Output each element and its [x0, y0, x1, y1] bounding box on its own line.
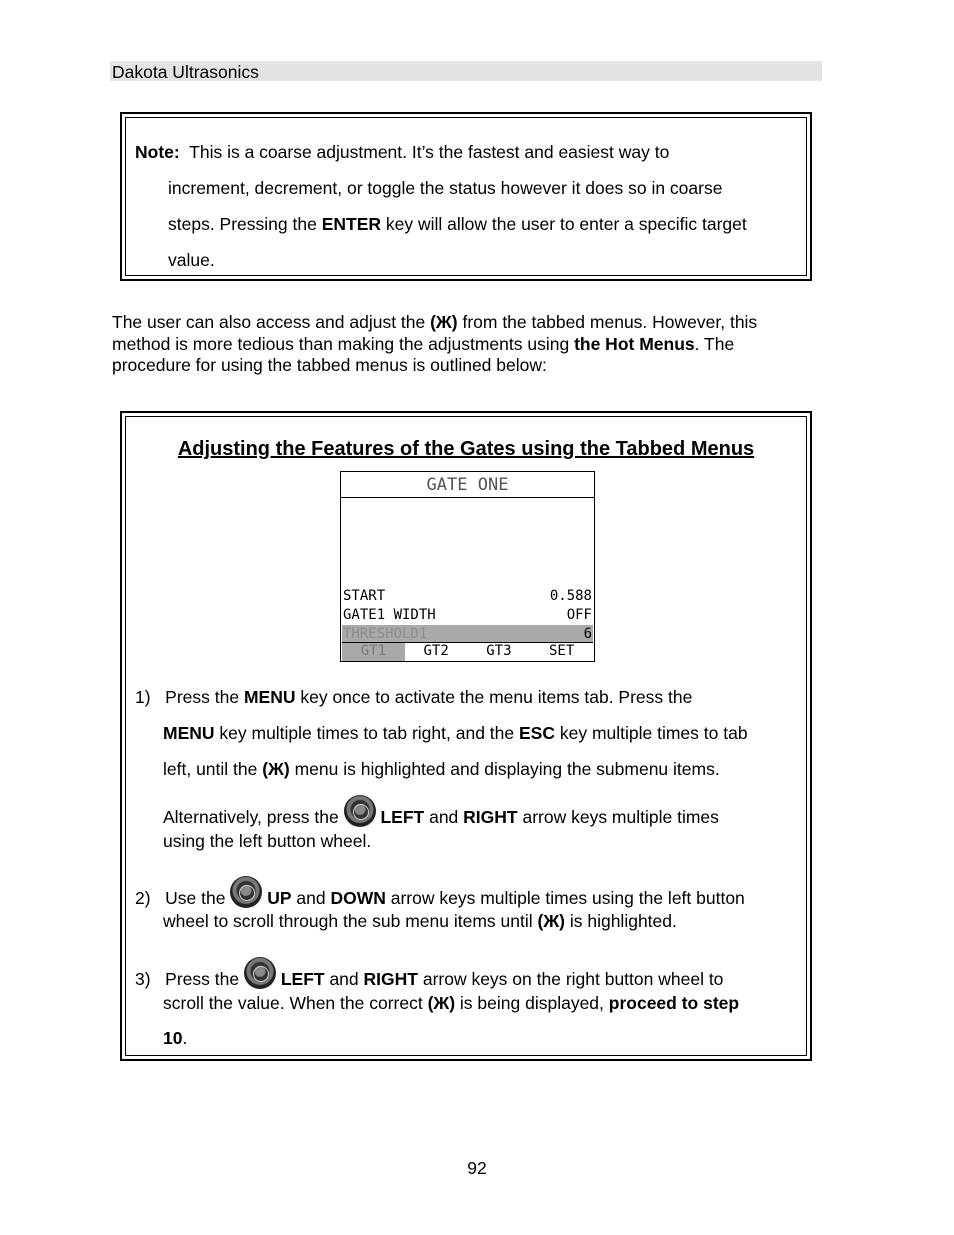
procedure-box — [120, 411, 812, 1061]
note-label: Note: — [135, 142, 180, 162]
company-name: Dakota Ultrasonics — [112, 62, 259, 82]
tab-gt1: GT1 — [342, 643, 405, 661]
step-2-line-1: 2) Use the UP and DOWN arrow keys multiple times using the left button — [135, 876, 745, 909]
tab-gt2: GT2 — [423, 643, 449, 659]
note-line-2: increment, decrement, or toggle the status however it does so in coarse — [168, 178, 723, 198]
step-2-line-2: wheel to scroll through the sub menu items until (Ж) is highlighted. — [163, 911, 677, 931]
button-wheel-icon — [344, 795, 376, 827]
tab-set: SET — [548, 643, 575, 659]
note-line-3: steps. Pressing the ENTER key will allow the user to enter a specific target — [168, 214, 747, 234]
step-3-line-3: 10. — [163, 1028, 188, 1048]
step-1-line-3: left, until the (Ж) menu is highlighted and displaying the submenu items. — [163, 759, 720, 779]
step-1-line-1: 1) Press the MENU key once to activate the menu items tab. Press the — [135, 687, 693, 707]
step-1-line-2: MENU key multiple times to tab right, and the ESC key multiple times to tab — [163, 723, 748, 743]
gauge-screen — [340, 471, 595, 662]
screen-row-start: START 0.588 — [343, 588, 592, 604]
procedure-title: Adjusting the Features of the Gates using the Tabbed Menus — [177, 438, 755, 460]
screen-title: GATE ONE — [341, 473, 594, 498]
page-header — [110, 61, 822, 81]
step-3-line-2: scroll the value. When the correct (Ж) is being displayed, proceed to step — [163, 993, 740, 1013]
screen-row-threshold: THRESHOLD1 6 — [343, 626, 592, 642]
button-wheel-icon — [230, 876, 262, 908]
note-box — [120, 112, 812, 281]
screen-row-gate-width: GATE1 WIDTH OFF — [343, 607, 592, 623]
tab-gt3: GT3 — [486, 643, 512, 659]
step-3-number: 3) — [135, 969, 151, 989]
step-1-line-5: using the left button wheel. — [163, 831, 372, 851]
button-wheel-icon — [244, 957, 276, 989]
step-1-number: 1) — [135, 687, 151, 707]
step-3-line-1: 3) Press the LEFT and RIGHT arrow keys on the right button wheel to — [135, 957, 723, 990]
page-number: 92 — [467, 1158, 487, 1178]
screen-tab-bar — [342, 642, 593, 661]
intro-paragraph: The user can also access and adjust the (Ж) from the tabbed menus. However, this method is more tedious than making the adjustments using the Hot Menus. The procedure for using the tabbed menus is outlined below: — [112, 312, 758, 375]
step-1-line-4: Alternatively, press the LEFT and RIGHT arrow keys multiple times — [163, 795, 719, 828]
step-2-number: 2) — [135, 888, 151, 908]
note-line-4: value. — [168, 250, 215, 270]
note-line-1: Note: This is a coarse adjustment. It’s the fastest and easiest way to — [135, 142, 670, 162]
